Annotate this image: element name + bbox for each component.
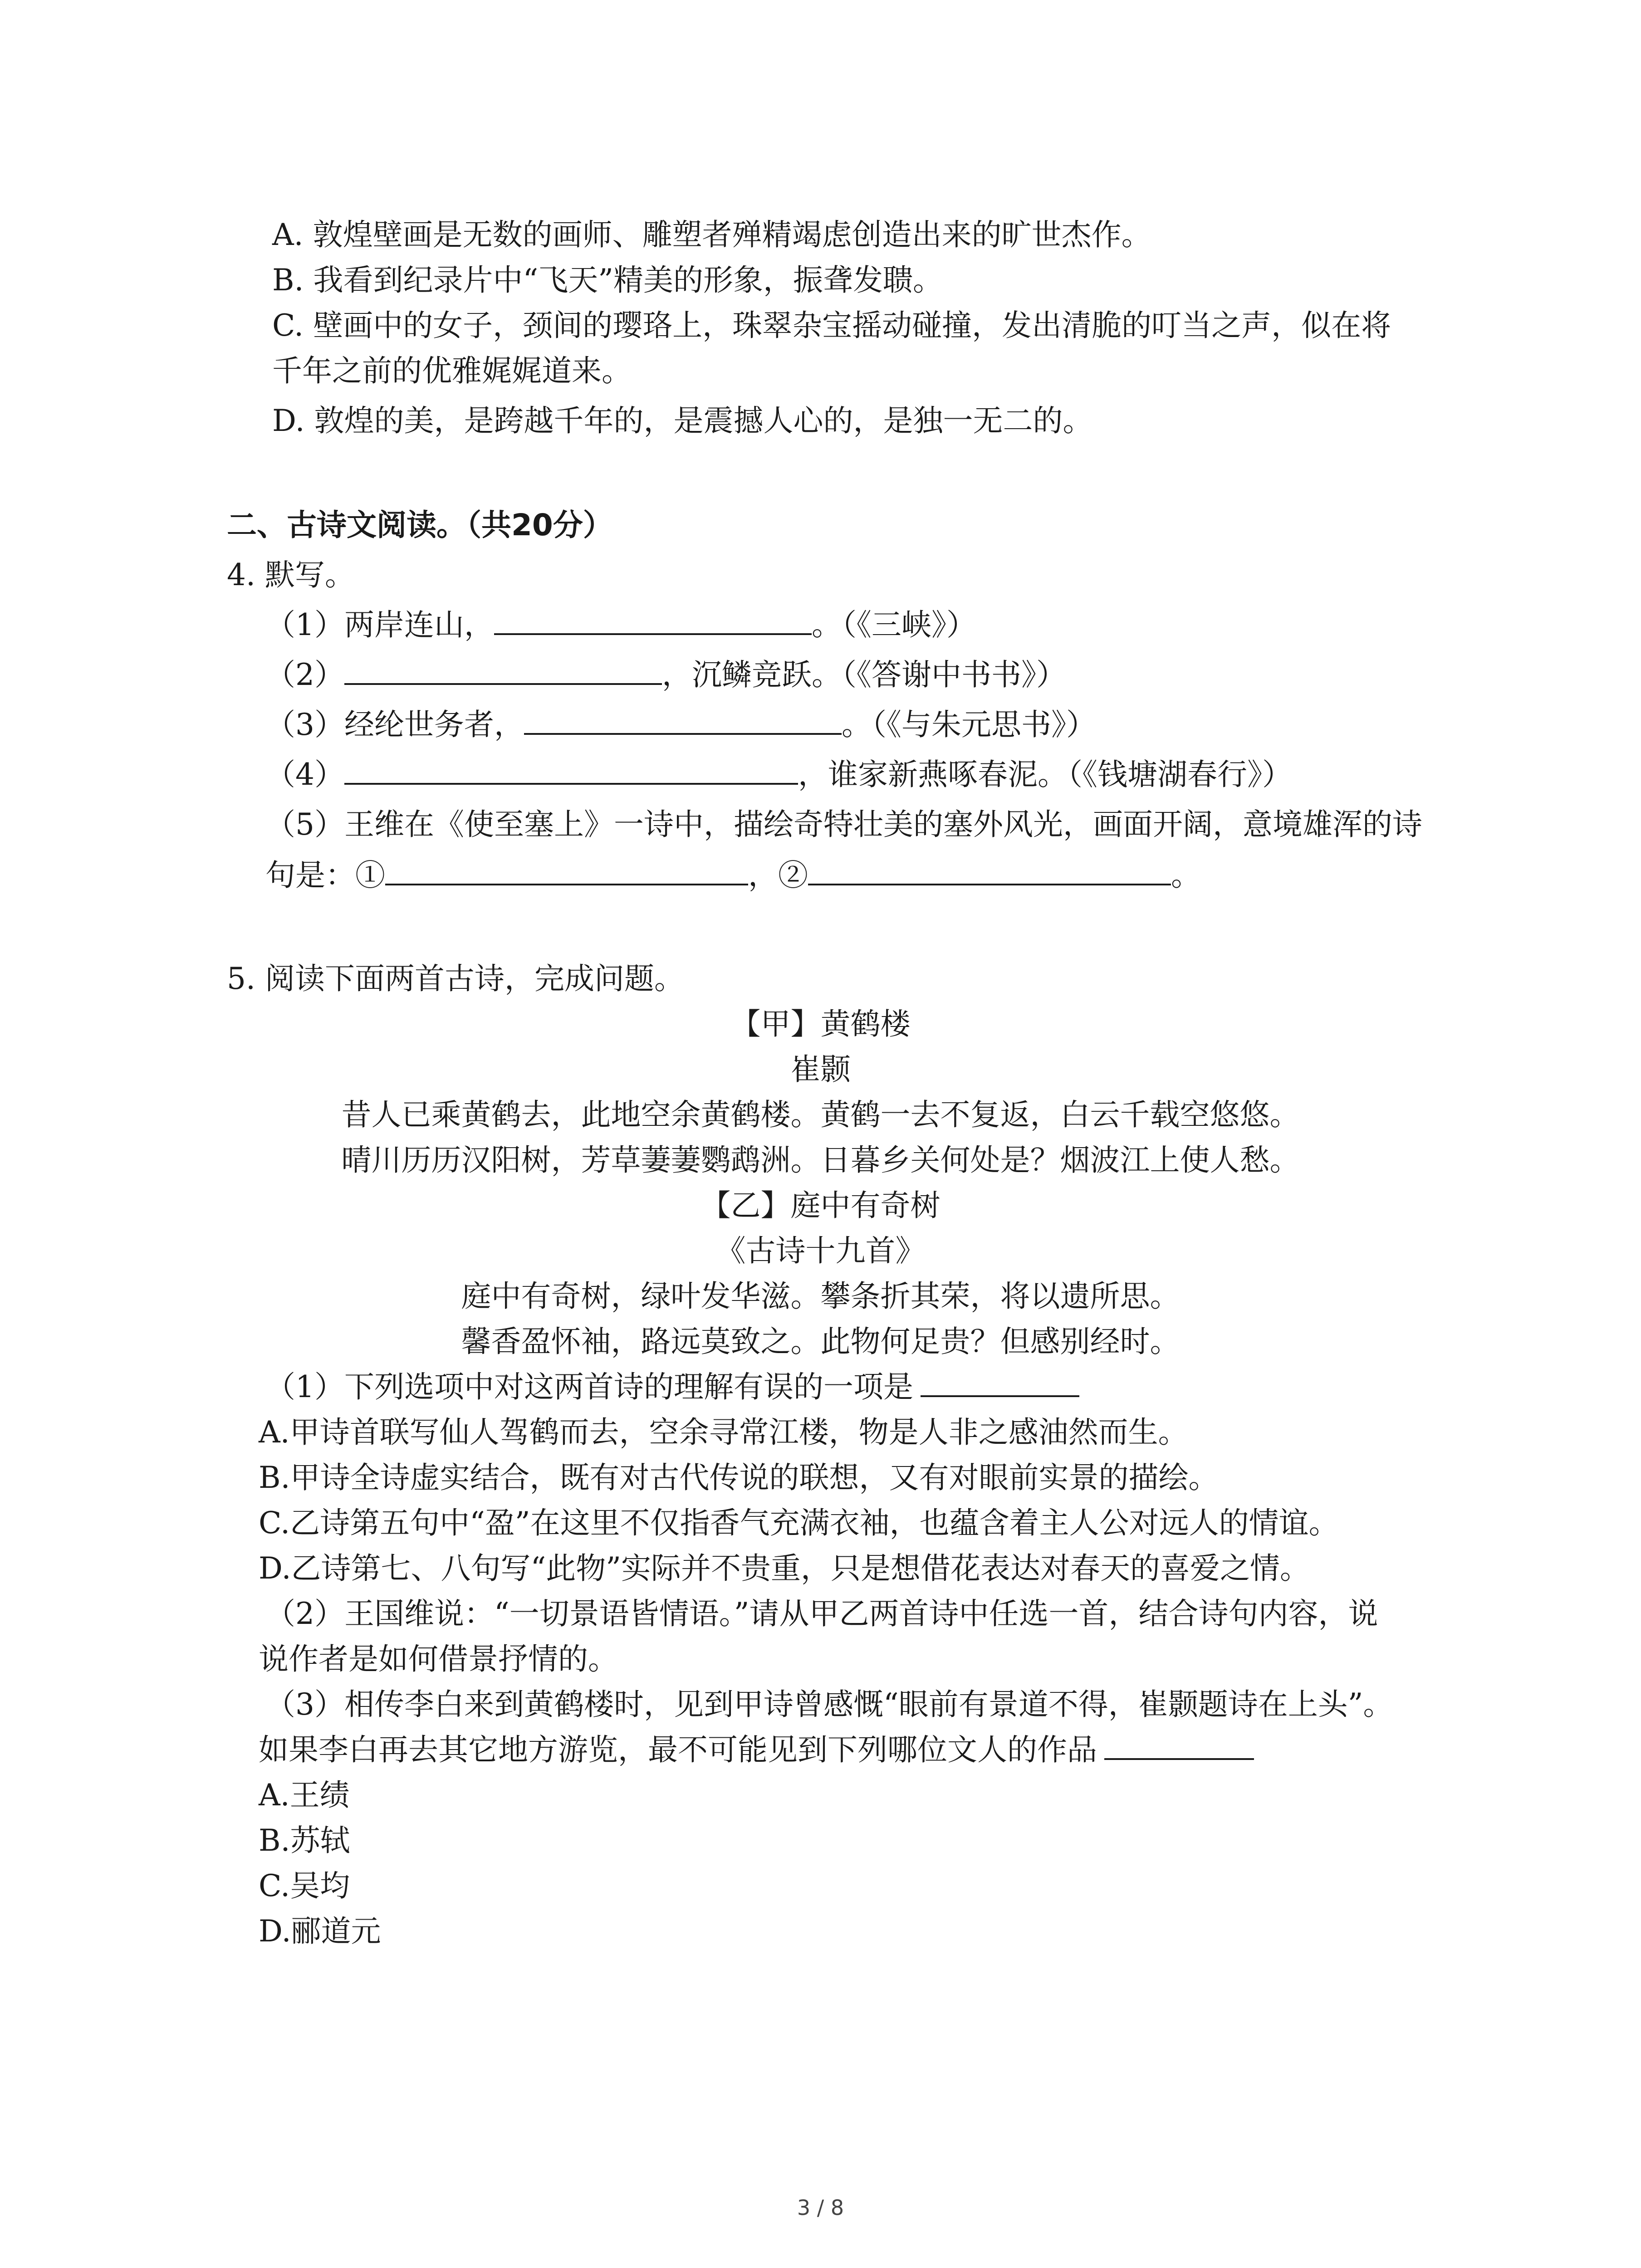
page-number: 3 / 8 — [797, 2195, 844, 2220]
q4-item-3-suffix: 。（《与朱元思书》） — [842, 707, 1096, 742]
q4-item-5-line1: （5）王维在《使至塞上》一诗中，描绘奇特壮美的塞外风光，画面开阔，意境雄浑的诗 — [265, 807, 1422, 842]
q5-sub2-line2: 说作者是如何借景抒情的。 — [259, 1642, 618, 1677]
q4-item-1 — [265, 607, 976, 643]
answer-blank[interactable] — [524, 707, 842, 735]
q3-option-d: D. 敦煌的美，是跨越千年的，是震撼人心的，是独一无二的。 — [272, 403, 1093, 438]
q5-sub1-option-c: C.乙诗第五句中“盈”在这里不仅指香气充满衣袖，也蕴含着主人公对远人的情谊。 — [259, 1505, 1339, 1540]
answer-blank[interactable] — [808, 857, 1171, 885]
poem2-title: 【乙】庭中有奇树 — [700, 1188, 941, 1223]
q4-item-5-suffix: 。 — [1171, 858, 1201, 893]
poem1-author: 崔颢 — [790, 1052, 851, 1087]
q3-option-c-line1: C. 壁画中的女子，颈间的璎珞上，珠翠杂宝摇动碰撞，发出清脆的叮当之声，似在将 — [272, 308, 1391, 343]
q4-item-4-prefix: （4） — [265, 757, 344, 792]
answer-blank[interactable] — [1104, 1732, 1254, 1760]
answer-blank[interactable] — [385, 857, 748, 885]
q3-option-b: B. 我看到纪录片中“飞天”精美的形象，振聋发聩。 — [272, 263, 943, 298]
q4-item-5-middle: ，② — [748, 858, 808, 893]
q4-item-1-prefix: （1）两岸连山， — [265, 607, 494, 642]
poem2-author: 《古诗十九首》 — [715, 1233, 926, 1268]
q5-sub1-text: （1）下列选项中对这两首诗的理解有误的一项是 — [265, 1369, 913, 1404]
q5-sub1-option-d: D.乙诗第七、八句写“此物”实际并不贵重，只是想借花表达对春天的喜爱之情。 — [259, 1551, 1310, 1586]
q4-item-2-suffix: ，沉鳞竞跃。（《答谢中书书》） — [662, 657, 1066, 692]
q4-item-3-prefix: （3）经纶世务者， — [265, 707, 524, 742]
q5-sub3-line1: （3）相传李白来到黄鹤楼时，见到甲诗曾感慨“眼前有景道不得，崔颢题诗在上头”。 — [265, 1687, 1393, 1722]
q5-sub2-line1: （2）王国维说：“一切景语皆情语。”请从甲乙两首诗中任选一首，结合诗句内容，说 — [265, 1596, 1378, 1631]
q4-item-2 — [265, 657, 1066, 693]
q5-sub3-line2 — [259, 1732, 1254, 1768]
q5-sub1-option-b: B.甲诗全诗虚实结合，既有对古代传说的联想，又有对眼前实景的描绘。 — [259, 1460, 1219, 1495]
answer-blank[interactable] — [344, 657, 662, 685]
q4-item-5-line2 — [265, 857, 1201, 894]
poem1-line-1: 昔人已乘黄鹤去，此地空余黄鹤楼。黄鹤一去不复返，白云千载空悠悠。 — [341, 1097, 1300, 1132]
q3-option-c-line2: 千年之前的优雅娓娓道来。 — [272, 353, 632, 388]
q4-item-3 — [265, 707, 1096, 743]
q4-title: 4. 默写。 — [227, 557, 355, 592]
section-heading: 二、古诗文阅读。（共20分） — [227, 508, 613, 543]
q5-sub3-option-a: A.王绩 — [259, 1778, 350, 1813]
q5-sub3-option-c: C.吴均 — [259, 1868, 350, 1903]
answer-blank[interactable] — [921, 1369, 1079, 1397]
q4-item-5-prefix: 句是：① — [265, 858, 385, 893]
poem1-title: 【甲】黄鹤楼 — [730, 1007, 911, 1041]
poem1-line-2: 晴川历历汉阳树，芳草萋萋鹦鹉洲。日暮乡关何处是？烟波江上使人愁。 — [341, 1143, 1300, 1178]
q4-item-1-suffix: 。（《三峡》） — [812, 607, 976, 642]
q5-sub3-option-b: B.苏轼 — [259, 1823, 350, 1858]
q5-sub3-option-d: D.郦道元 — [259, 1914, 381, 1949]
q4-item-4 — [265, 757, 1292, 793]
answer-blank[interactable] — [344, 757, 798, 785]
poem2-line-2: 馨香盈怀袖，路远莫致之。此物何足贵？但感别经时。 — [461, 1324, 1180, 1359]
q5-sub1-option-a: A.甲诗首联写仙人驾鹤而去，空余寻常江楼，物是人非之感油然而生。 — [259, 1415, 1188, 1450]
q5-sub3-text: 如果李白再去其它地方游览，最不可能见到下列哪位文人的作品 — [259, 1732, 1097, 1767]
q5-title: 5. 阅读下面两首古诗，完成问题。 — [227, 961, 684, 996]
q4-item-2-prefix: （2） — [265, 657, 344, 692]
answer-blank[interactable] — [494, 607, 812, 635]
q3-option-a: A. 敦煌壁画是无数的画师、雕塑者殚精竭虑创造出来的旷世杰作。 — [272, 217, 1151, 252]
q4-item-4-suffix: ，谁家新燕啄春泥。（《钱塘湖春行》） — [798, 757, 1292, 792]
poem2-line-1: 庭中有奇树，绿叶发华滋。攀条折其荣，将以遗所思。 — [461, 1279, 1180, 1314]
q5-sub1 — [265, 1369, 1079, 1405]
